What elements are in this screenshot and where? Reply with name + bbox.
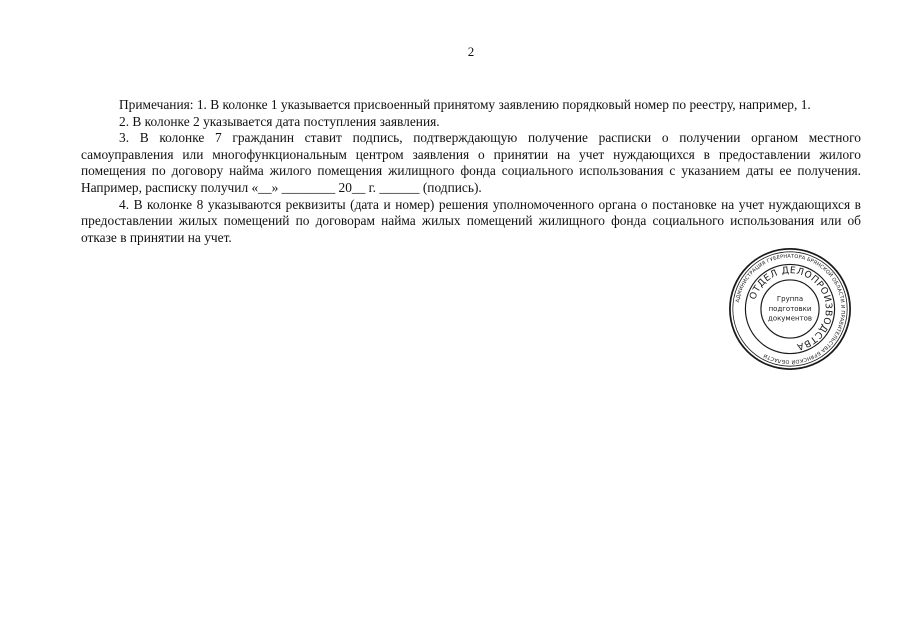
stamp-center-line-1: Группа [776,295,804,304]
department-stamp [727,246,853,372]
note-3: 3. В колонке 7 гражданин ставит подпись, подтверждающую получение расписки о получении органом местного самоуправления или многофункциональным центром заявления о принятии на учет нуждающихся в предоставлении жилого помещения по договору найма жилого помещения жилищного фонда социального использования с указанием даты ее получения. Например, расписку получил «__» ________ 20__ г. ______ (подпись). [81,130,861,195]
notes-block [81,97,861,246]
stamp-center-line-3: документов [768,314,812,323]
note-1: Примечания: 1. В колонке 1 указывается присвоенный принятому заявлению порядковый номер по реестру, например, 1. [119,97,811,112]
stamp-inner-ring-text: ОТДЕЛ ДЕЛОПРОИЗВОДСТВА [747,264,834,353]
note-4: 4. В колонке 8 указываются реквизиты (дата и номер) решения уполномоченного органа о постановке на учет нуждающихся в предоставлении жилых помещений по договорам найма жилых помещений жилищного фонда социального использования или об отказе в принятии на учет. [81,196,861,245]
stamp-outer-ring-text: АДМИНИСТРАЦИЯ ГУБЕРНАТОРА БРЯНСКОЙ ОБЛАСТИ И ПРАВИТЕЛЬСТВА БРЯНСКОЙ ОБЛАСТИ [735,253,846,365]
page-number: 2 [467,44,475,59]
note-2: 2. В колонке 2 указывается дата поступления заявления. [119,113,440,129]
stamp-center-line-2: подготовки [768,304,812,313]
